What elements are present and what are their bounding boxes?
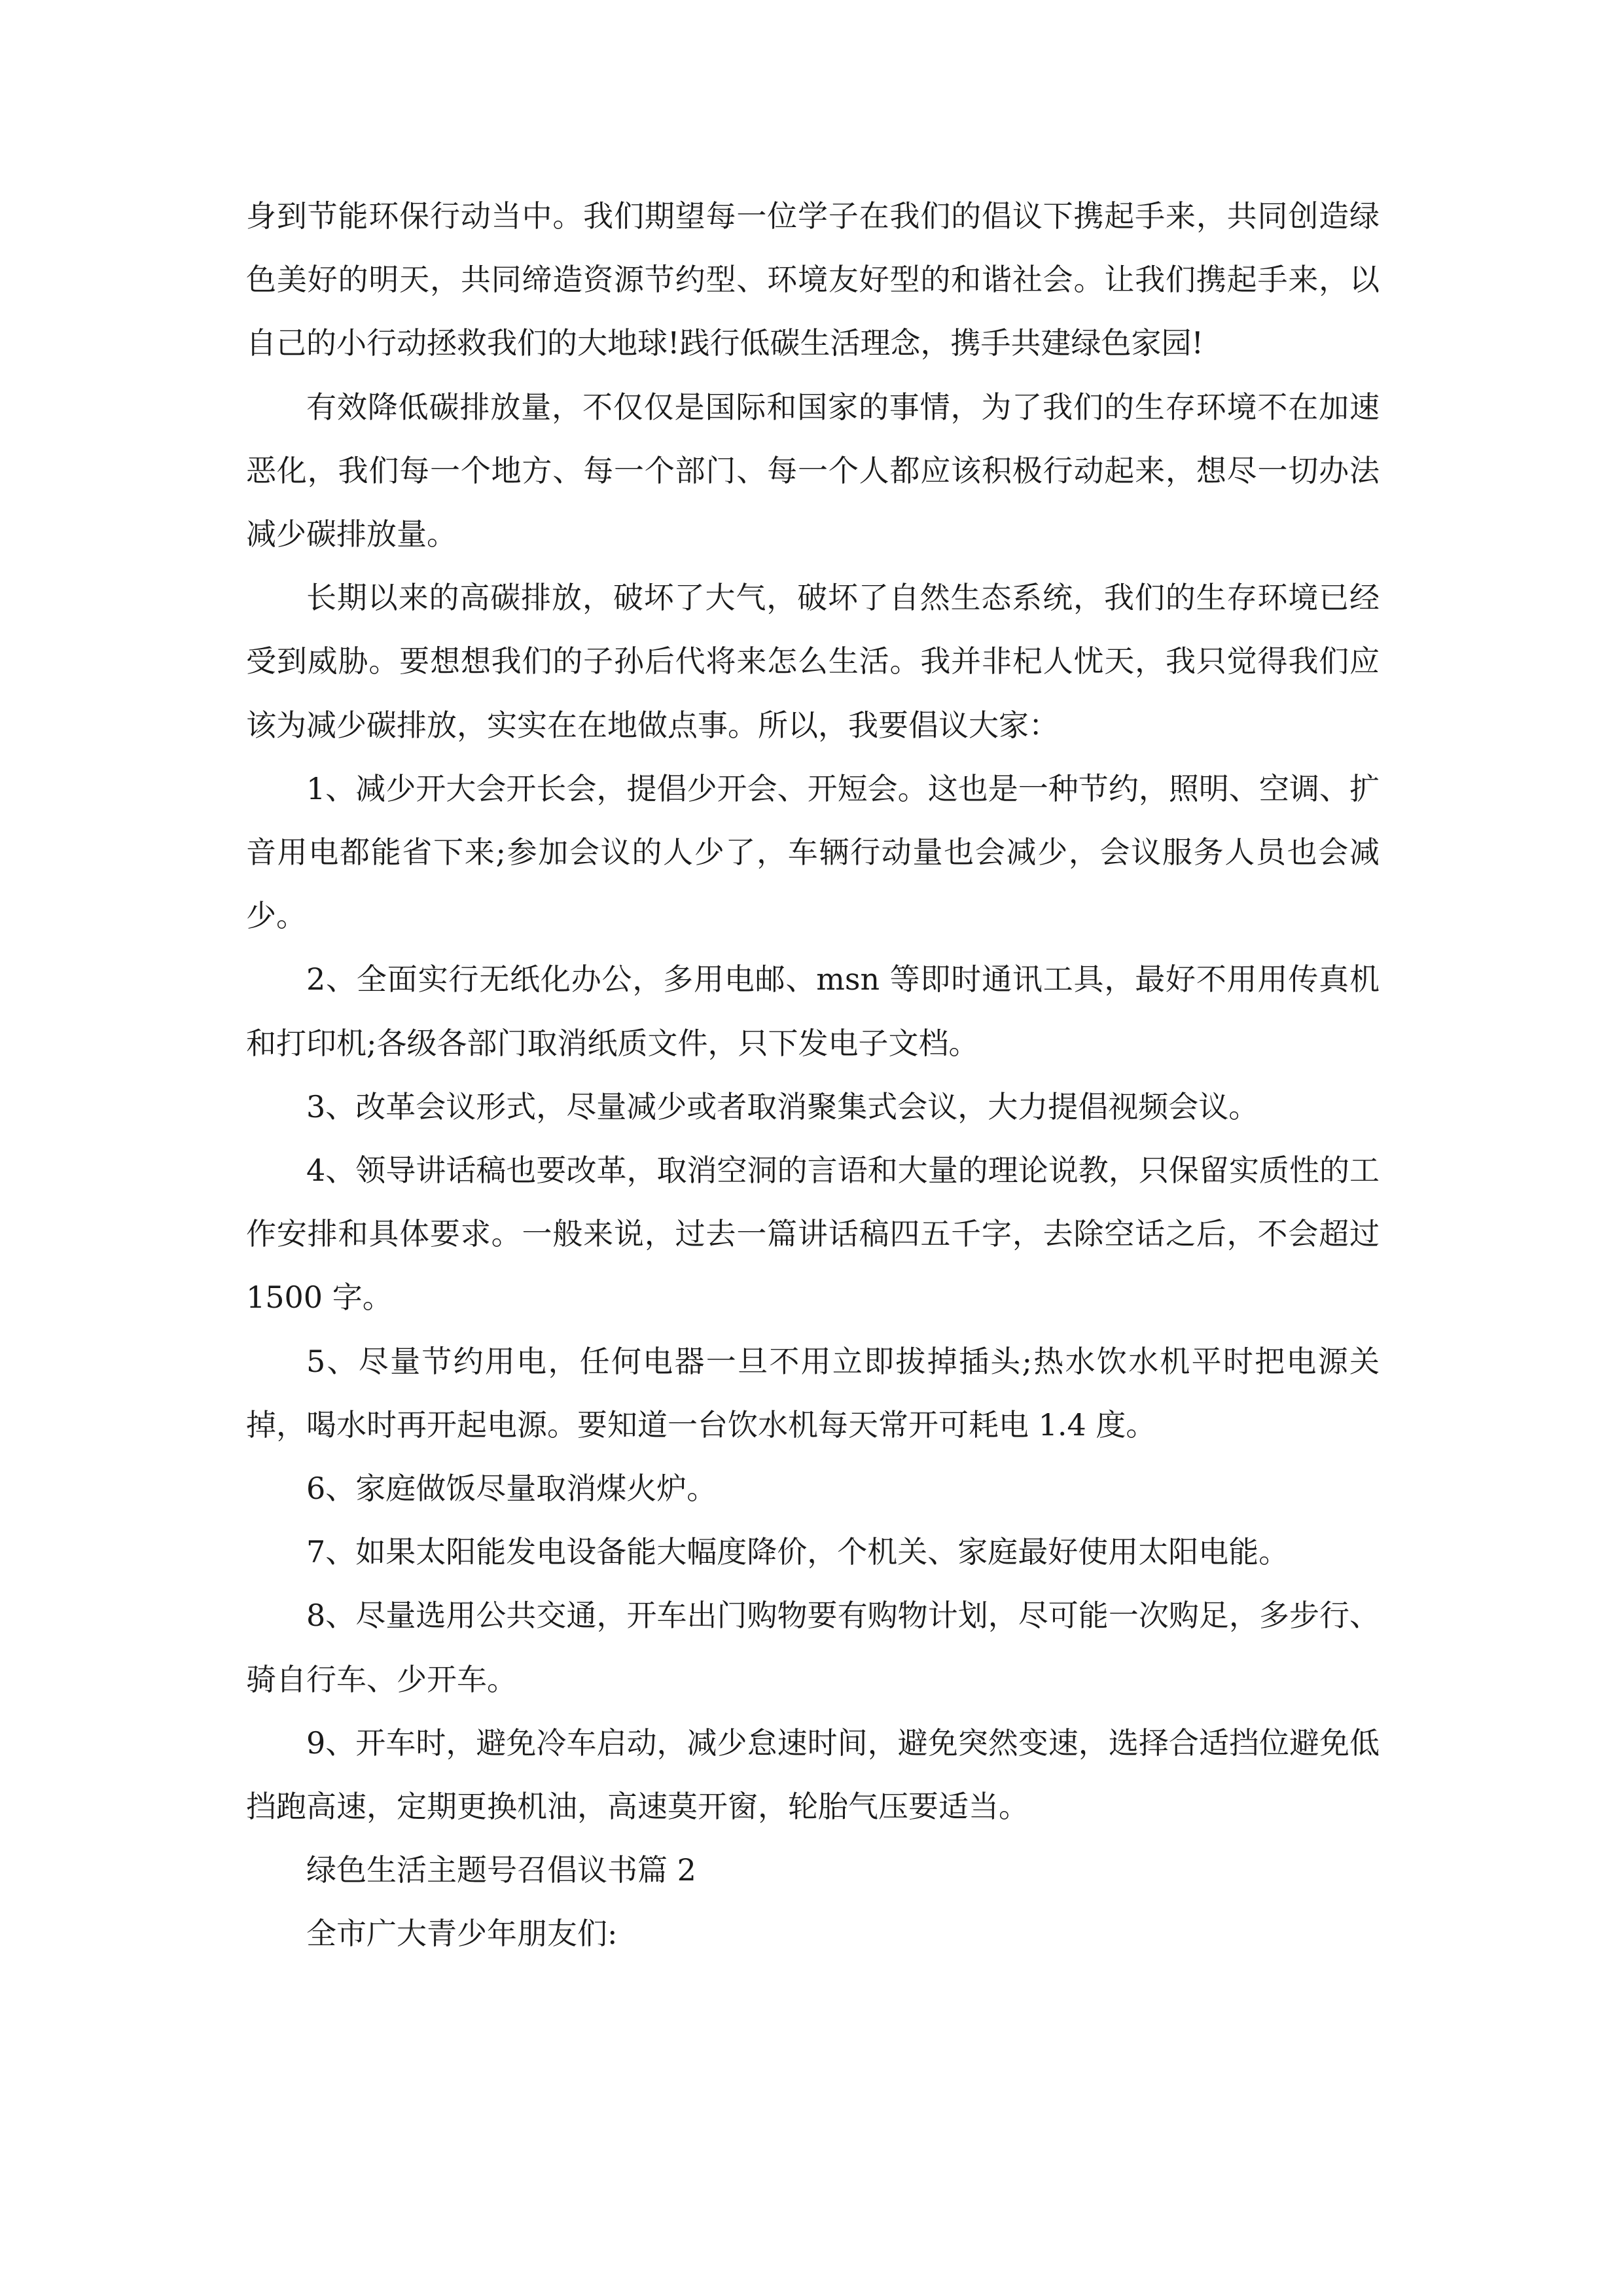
section-title: 绿色生活主题号召倡议书篇 2 [306,1852,696,1888]
list-item-5: 5、尽量节约用电，任何电器一旦不用立即拔掉插头;热水饮水机平时把电源关掉，喝水时再开起电源。要知道一台饮水机每天常开可耗电 1.4 度。 [246,1343,1380,1443]
list-item-8: 8、尽量选用公共交通，开车出门购物要有购物计划，尽可能一次购足，多步行、骑自行车、少开车。 [246,1598,1380,1697]
salutation: 全市广大青少年朋友们: [306,1916,618,1952]
list-item-9: 9、开车时，避免冷车启动，减少怠速时间，避免突然变速，选择合适挡位避免低挡跑高速，定期更换机油，高速莫开窗，轮胎气压要适当。 [246,1725,1380,1825]
paragraph: 长期以来的高碳排放，破坏了大气，破坏了自然生态系统，我们的生存环境已经受到威胁。要想想我们的子孙后代将来怎么生活。我并非杞人忧天，我只觉得我们应该为减少碳排放，实实在在地做点事。所以，我要倡议大家： [246,580,1380,743]
list-item-3: 3、改革会议形式，尽量减少或者取消聚集式会议，大力提倡视频会议。 [306,1088,1259,1124]
paragraph-continued: 身到节能环保行动当中。我们期望每一位学子在我们的倡议下携起手来，共同创造绿色美好的明天，共同缔造资源节约型、环境友好型的和谐社会。让我们携起手来，以自己的小行动拯救我们的大地球!践行低碳生活理念，携手共建绿色家园! [246,198,1380,361]
paragraph: 有效降低碳排放量，不仅仅是国际和国家的事情，为了我们的生存环境不在加速恶化，我们每一个地方、每一个部门、每一个人都应该积极行动起来，想尽一切办法减少碳排放量。 [246,389,1380,552]
list-item-7: 7、如果太阳能发电设备能大幅度降价，个机关、家庭最好使用太阳电能。 [306,1534,1289,1570]
list-item-4: 4、领导讲话稿也要改革，取消空洞的言语和大量的理论说教，只保留实质性的工作安排和具体要求。一般来说，过去一篇讲话稿四五千字，去除空话之后，不会超过 1500 字。 [246,1153,1380,1316]
list-item-6: 6、家庭做饭尽量取消煤火炉。 [306,1471,717,1507]
list-item-1: 1、减少开大会开长会，提倡少开会、开短会。这也是一种节约，照明、空调、扩音用电都能省下来;参加会议的人少了，车辆行动量也会减少，会议服务人员也会减少。 [246,770,1380,934]
list-item-2: 2、全面实行无纸化办公，多用电邮、msn 等即时通讯工具，最好不用用传真机和打印机;各级各部门取消纸质文件，只下发电子文档。 [246,961,1380,1061]
document-body [246,185,1380,1966]
